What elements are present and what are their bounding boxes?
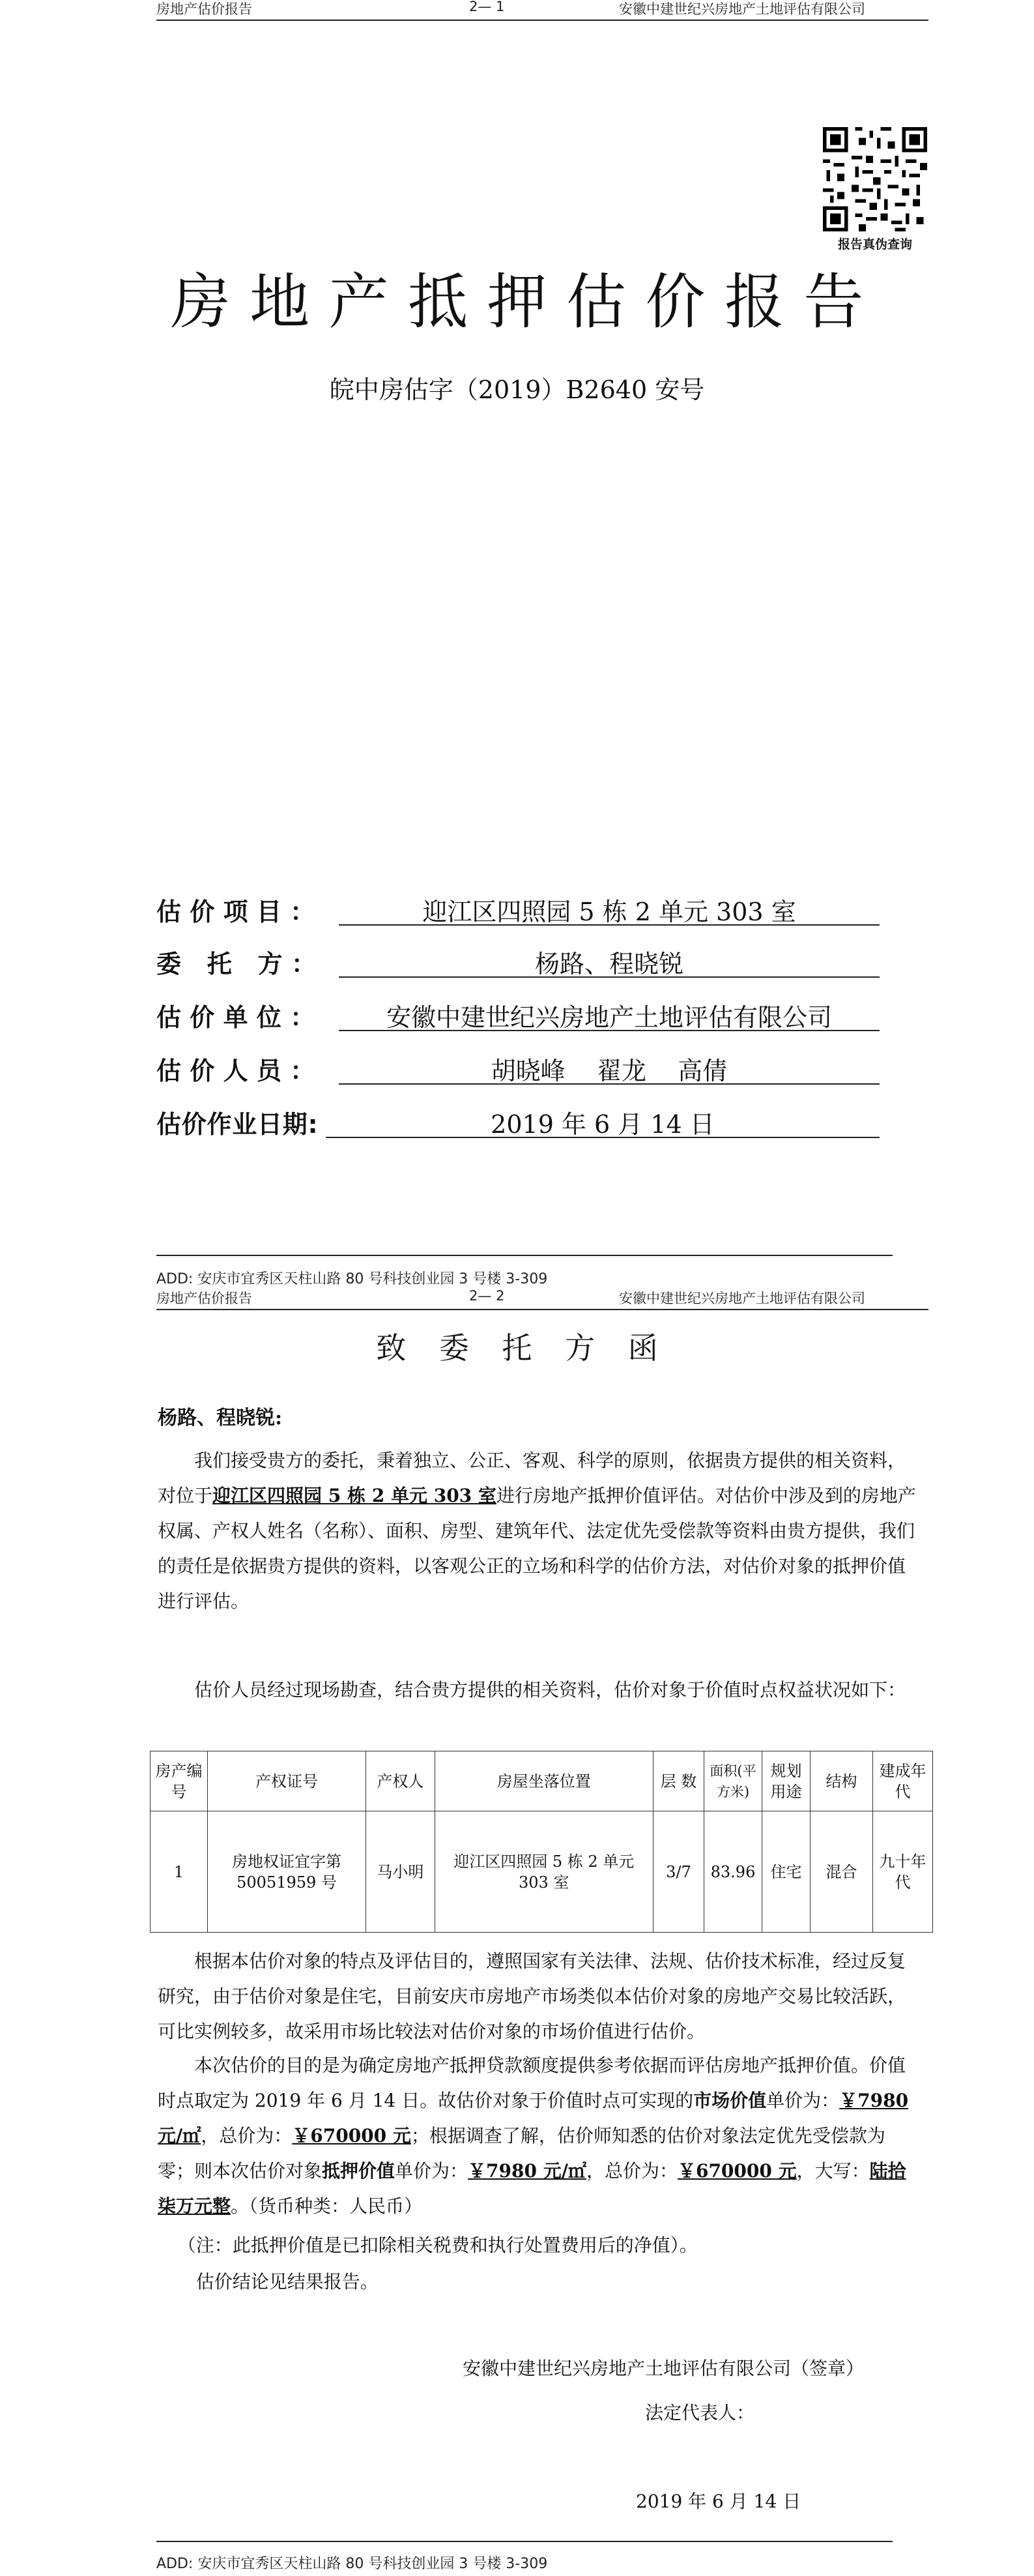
field-work-date [156, 1104, 906, 1143]
header-right: 安徽中建世纪兴房地产土地评估有限公司 [619, 1, 865, 17]
field-value: 迎江区四照园 5 栋 2 单元 303 室 [339, 892, 880, 926]
paragraph-intro: 我们接受贵方的委托，秉着独立、公正、客观、科学的原则，依据贵方提供的相关资料，对位于迎江区四照园 5 栋 2 单元 303 室进行房地产抵押价值评估。对估价中涉及到的房地产权属、产权人姓名（名称）、面积、房型、建筑年代、法定优先受偿款等资料由贵方提供，我们的责任是依据贵方提供的资料，以客观公正的立场和科学的估价方法，对估价对象的抵押价值进行评估。 [158, 1450, 916, 1612]
field-project [156, 892, 906, 931]
table-row: 1 房地权证宜字第 50051959 号 马小明 迎江区四照园 5 栋 2 单元 303 室 3/7 83.96 住宅 混合 九十年代 [151, 1811, 933, 1933]
signature-company: 安徽中建世纪兴房地产土地评估有限公司（签章） [463, 2358, 865, 2379]
report-title: 房地产抵押估价报告 [170, 267, 883, 337]
qr-caption: 报告真伪查询 [837, 237, 912, 252]
signature-legal-rep: 法定代表人： [645, 2402, 755, 2423]
header-rule [156, 20, 928, 21]
field-value: 杨路、程晓锐 [339, 944, 880, 978]
paragraph-note: （注：此抵押价值是已扣除相关税费和执行处置费用后的净值）。 [177, 2234, 698, 2256]
field-label: 委 托 方： [156, 950, 325, 978]
report-number: 皖中房估字（2019）B2640 安号 [329, 375, 705, 404]
paragraph-method: 根据本估价对象的特点及评估目的，遵照国家有关法律、法规、估价技术标准，经过反复研究，由于估价对象是住宅，目前安庆市房地产市场类似本估价对象的房地产交易比较活跃，可比实例较多，故采用市场比较法对估价对象的市场价值进行估价。 [158, 1950, 906, 2042]
field-label: 估价人员： [156, 1057, 324, 1085]
field-value: 2019 年 6 月 14 日 [326, 1104, 880, 1138]
paragraph-conclusion: 估价结论见结果报告。 [195, 2271, 379, 2292]
field-client [156, 944, 906, 983]
field-appraisers [156, 1051, 906, 1090]
qr-code-icon [823, 127, 927, 231]
header-rule [156, 1309, 928, 1310]
footer-address: ADD: 安庆市宜秀区天柱山路 80 号科技创业园 3 号楼 3-309 [156, 2556, 548, 2572]
header-page-number: 2— 2 [469, 1288, 505, 1304]
header-right: 安徽中建世纪兴房地产土地评估有限公司 [619, 1291, 865, 1306]
salutation: 杨路、程晓锐: [158, 1407, 283, 1429]
field-value: 胡晓峰 翟龙 高倩 [339, 1051, 880, 1085]
header-page-number: 2— 1 [469, 0, 505, 14]
letter-title: 致委托方函 [376, 1330, 691, 1366]
footer-rule [156, 2541, 893, 2542]
property-address: 迎江区四照园 5 栋 2 单元 303 室 [212, 1485, 496, 1506]
field-label: 估价项目： [156, 898, 324, 926]
paragraph-survey: 估价人员经过现场勘查，结合贵方提供的相关资料，估价对象于价值时点权益状况如下： [194, 1679, 906, 1701]
field-label: 估价单位： [156, 1003, 324, 1032]
field-value: 安徽中建世纪兴房地产土地评估有限公司 [339, 997, 880, 1031]
footer-address: ADD: 安庆市宜秀区天柱山路 80 号科技创业园 3 号楼 3-309 [156, 1271, 548, 1287]
footer-rule [156, 1255, 893, 1256]
header-left: 房地产估价报告 [156, 1291, 252, 1306]
paragraph-valuation: 本次估价的目的是为确定房地产抵押贷款额度提供参考依据而评估房地产抵押价值。价值时点取定为 2019 年 6 月 14 日。故估价对象于价值时点可实现的市场价值单价为：￥7980 元/㎡，总价为：￥670000 元；根据调查了解，估价师知悉的估价对象法定优先受偿款为零；则本次估价对象抵押价值单价为：￥7980 元/㎡，总价为：￥670000 元，大写：陆拾柒万元整。（货币种类：人民币） [158, 2055, 909, 2217]
header-left: 房地产估价报告 [156, 1, 252, 17]
table-header-row: 房产编号 产权证号 产权人 房屋坐落位置 层 数 面积(平方米) 规划用途 结构 建成年代 [151, 1751, 933, 1811]
field-label: 估价作业日期: [156, 1110, 319, 1139]
signature-date: 2019 年 6 月 14 日 [636, 2491, 801, 2512]
property-table [150, 1751, 933, 1933]
field-appraisal-unit [156, 997, 906, 1036]
